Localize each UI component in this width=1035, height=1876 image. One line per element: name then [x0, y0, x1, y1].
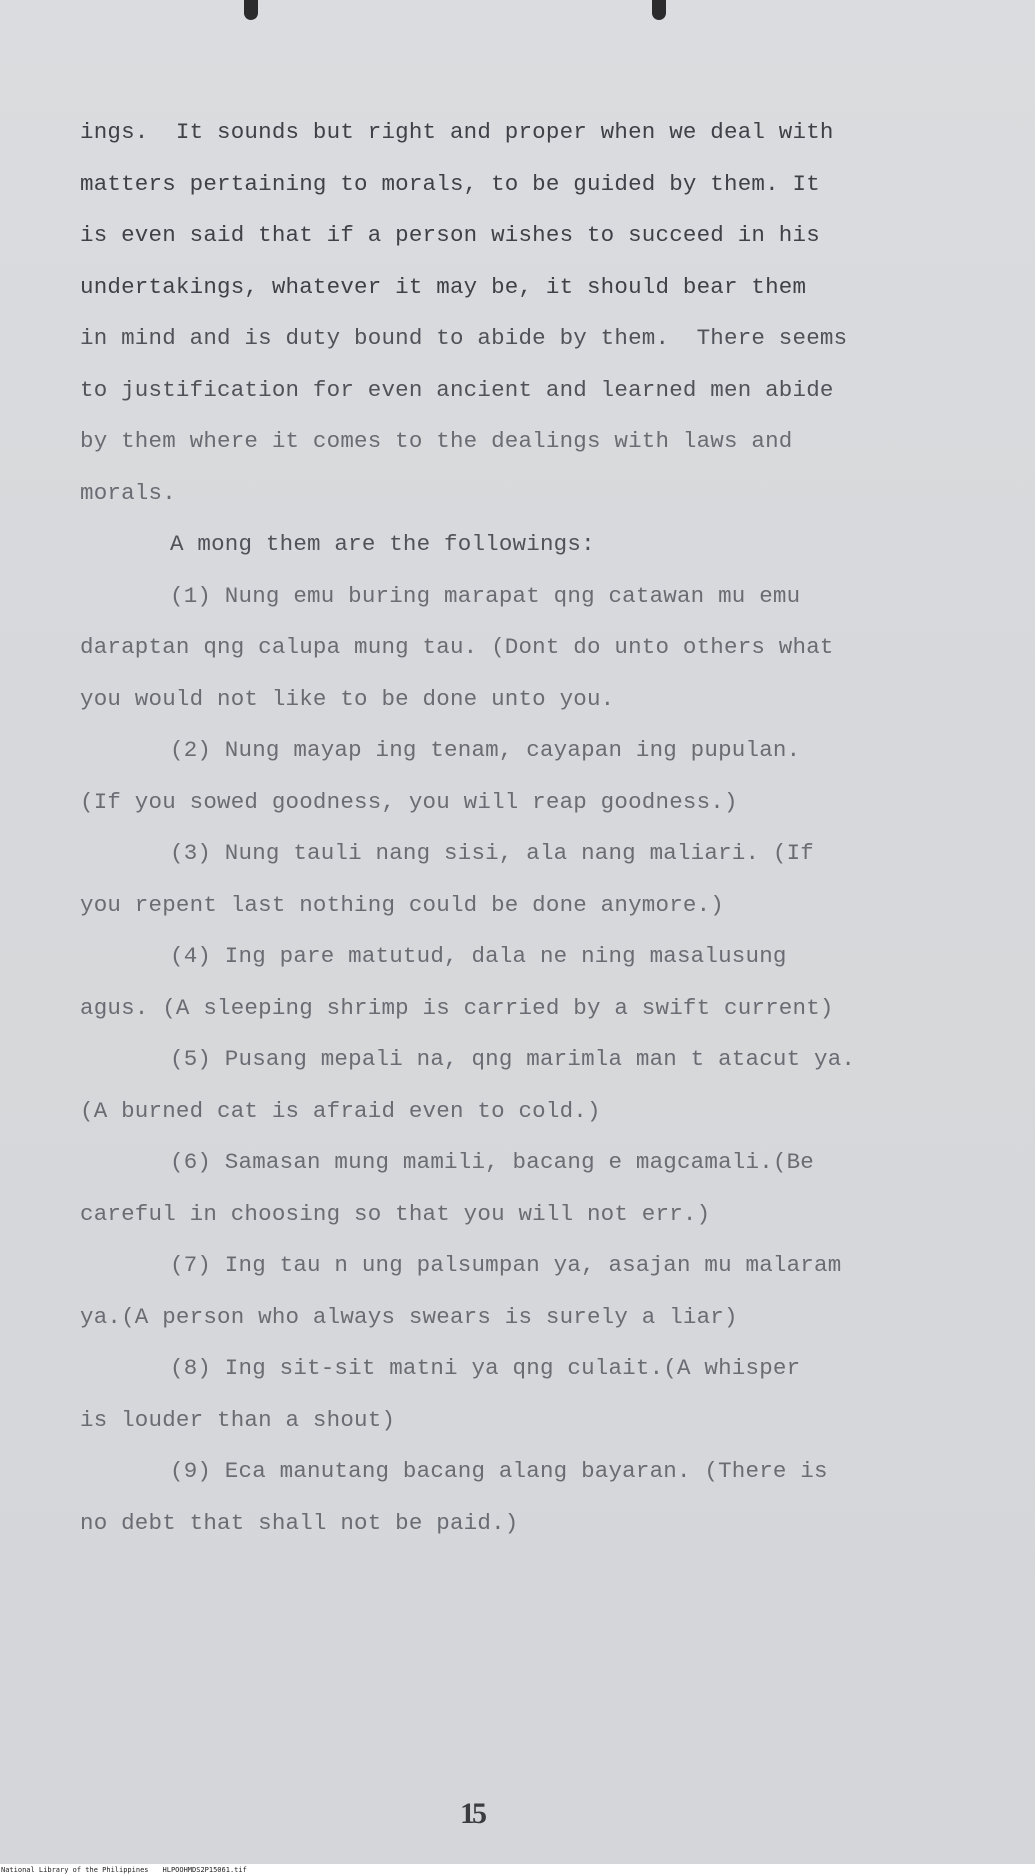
text-line: by them where it comes to the dealings with laws and	[80, 428, 793, 454]
proverb-item: (3) Nung tauli nang sisi, ala nang maliari. (If	[170, 840, 815, 866]
text-line: ings. It sounds but right and proper when we deal with	[80, 119, 834, 145]
proverb-item: (7) Ing tau n ung palsumpan ya, asajan mu malaram	[170, 1252, 842, 1278]
binding-hole-right	[652, 0, 666, 20]
proverb-item: (6) Samasan mung mamili, bacang e magcamali.(Be	[170, 1149, 815, 1175]
text-line: is even said that if a person wishes to succeed in his	[80, 222, 820, 248]
text-line: in mind and is duty bound to abide by them. There seems	[80, 325, 848, 351]
text-line: matters pertaining to morals, to be guided by them. It	[80, 170, 820, 197]
text-line: careful in choosing so that you will not err.)	[80, 1200, 711, 1227]
text-line: you repent last nothing could be done anymore.)	[80, 891, 725, 918]
text-line: (If you sowed goodness, you will reap goodness.)	[80, 788, 738, 815]
proverb-item: (1) Nung emu buring marapat qng catawan mu emu	[170, 582, 801, 609]
text-line: agus. (A sleeping shrimp is carried by a swift current)	[80, 994, 834, 1021]
page-number: 15	[460, 1797, 484, 1830]
text-line: to justification for even ancient and learned men abide	[80, 376, 834, 403]
proverb-item: (4) Ing pare matutud, dala ne ning masalusung	[170, 943, 787, 969]
proverb-item: (2) Nung mayap ing tenam, cayapan ing pupulan.	[170, 737, 801, 763]
text-line: you would not like to be done unto you.	[80, 685, 615, 712]
proverb-item: (8) Ing sit-sit matni ya qng culait.(A whisper	[170, 1355, 801, 1381]
proverb-item: (9) Eca manutang bacang alang bayaran. (There is	[170, 1458, 828, 1484]
typed-text-body	[80, 112, 960, 1554]
footer-institution: National Library of the Philippines	[1, 1866, 149, 1874]
proverb-item: (5) Pusang mepali na, qng marimla man t atacut ya.	[170, 1046, 856, 1072]
text-line: is louder than a shout)	[80, 1406, 396, 1433]
text-line: undertakings, whatever it may be, it should bear them	[80, 273, 807, 300]
text-line: ya.(A person who always swears is surely a liar)	[80, 1303, 738, 1330]
footer-file-id: HLPOOHMDS2P15061.tif	[162, 1866, 247, 1874]
text-line: daraptan qng calupa mung tau. (Dont do unto others what	[80, 634, 834, 660]
archive-footer	[0, 1864, 1035, 1876]
text-line: (A burned cat is afraid even to cold.)	[80, 1097, 601, 1124]
text-line: no debt that shall not be paid.)	[80, 1509, 519, 1536]
text-line: morals.	[80, 479, 176, 506]
list-intro: A mong them are the followings:	[170, 531, 595, 557]
binding-hole-left	[244, 0, 258, 20]
